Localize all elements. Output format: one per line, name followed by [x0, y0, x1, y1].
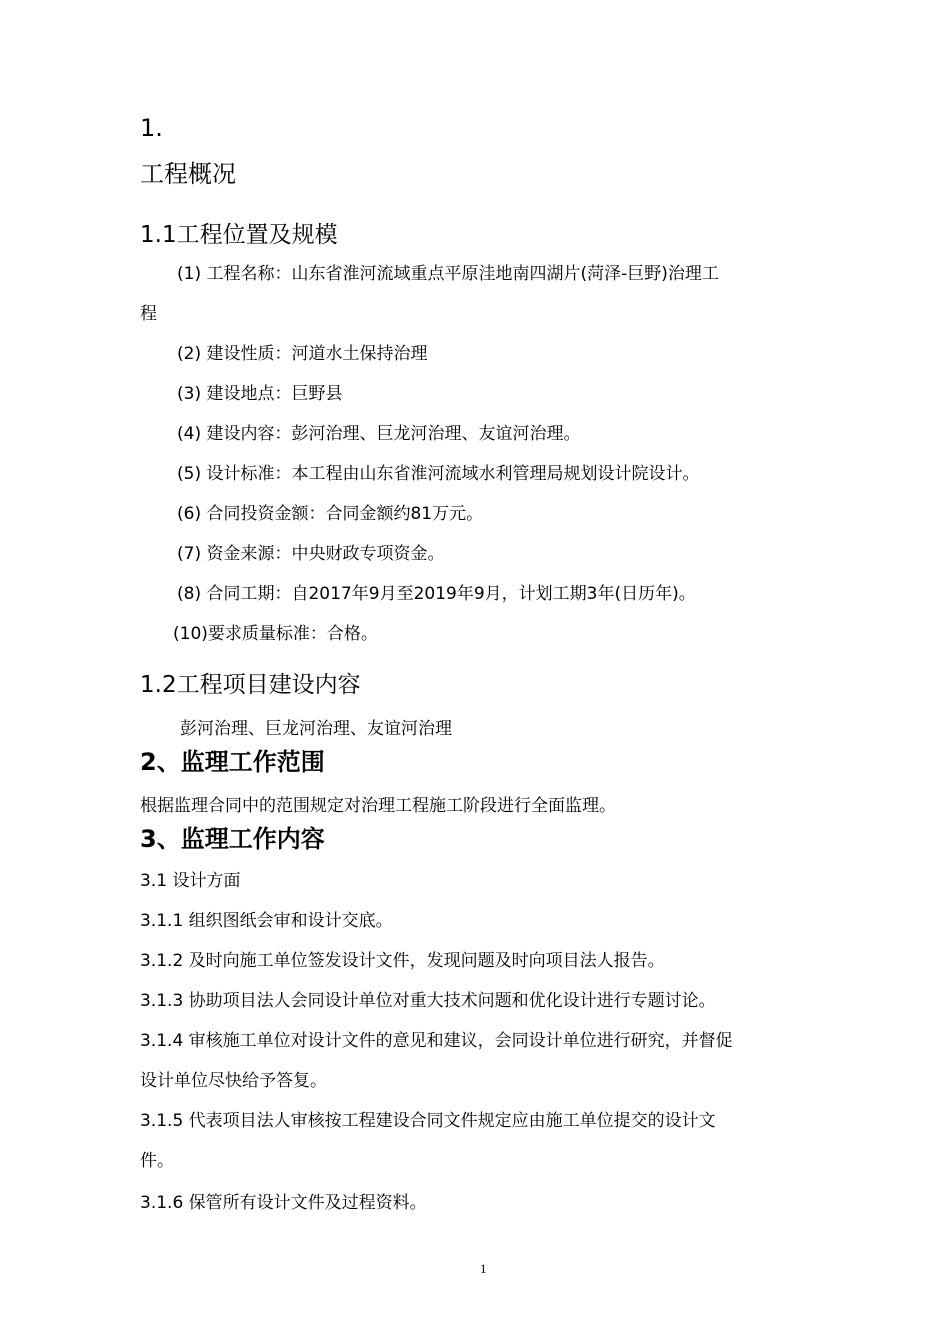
item-2: (2) 建设性质：河道水土保持治理 [177, 344, 428, 364]
section-3-1: 3.1 设计方面 [140, 871, 241, 891]
item-4: (4) 建设内容：彭河治理、巨龙河治理、友谊河治理。 [177, 424, 581, 444]
item-1-cont: 程 [140, 304, 157, 324]
section-3-1-3: 3.1.3 协助项目法人会同设计单位对重大技术问题和优化设计进行专题讨论。 [140, 991, 716, 1011]
section-2-title: 2、监理工作范围 [140, 748, 325, 776]
heading-1-number: 1. [140, 114, 163, 142]
section-3-1-1: 3.1.1 组织图纸会审和设计交底。 [140, 911, 393, 931]
section-1-1-title: 1.1工程位置及规模 [140, 222, 338, 248]
section-3-title: 3、监理工作内容 [140, 825, 325, 853]
heading-1-title: 工程概况 [140, 160, 236, 188]
section-2-body: 根据监理合同中的范围规定对治理工程施工阶段进行全面监理。 [140, 796, 616, 816]
section-3-1-6: 3.1.6 保管所有设计文件及过程资料。 [140, 1193, 427, 1213]
section-1-2-body: 彭河治理、巨龙河治理、友谊河治理 [180, 719, 452, 739]
page-number: 1 [480, 1261, 487, 1276]
section-3-1-5-line2: 件。 [140, 1151, 174, 1171]
section-3-1-4-line1: 3.1.4 审核施工单位对设计文件的意见和建议，会同设计单位进行研究，并督促 [140, 1031, 733, 1051]
item-7: (7) 资金来源：中央财政专项资金。 [177, 544, 445, 564]
section-3-1-5-line1: 3.1.5 代表项目法人审核按工程建设合同文件规定应由施工单位提交的设计文 [140, 1111, 716, 1131]
item-3: (3) 建设地点：巨野县 [177, 384, 343, 404]
item-5: (5) 设计标准：本工程由山东省淮河流域水利管理局规划设计院设计。 [177, 464, 700, 484]
section-3-1-2: 3.1.2 及时向施工单位签发设计文件，发现问题及时向项目法人报告。 [140, 951, 665, 971]
item-1: (1) 工程名称：山东省淮河流域重点平原洼地南四湖片(菏泽-巨野)治理工 [177, 264, 719, 284]
section-1-2-title: 1.2工程项目建设内容 [140, 672, 361, 698]
item-8: (8) 合同工期：自2017年9月至2019年9月，计划工期3年(日历年)。 [177, 584, 696, 604]
item-10: (10)要求质量标准：合格。 [173, 624, 378, 644]
section-3-1-4-line2: 设计单位尽快给予答复。 [140, 1071, 327, 1091]
item-6: (6) 合同投资金额：合同金额约81万元。 [177, 504, 484, 524]
